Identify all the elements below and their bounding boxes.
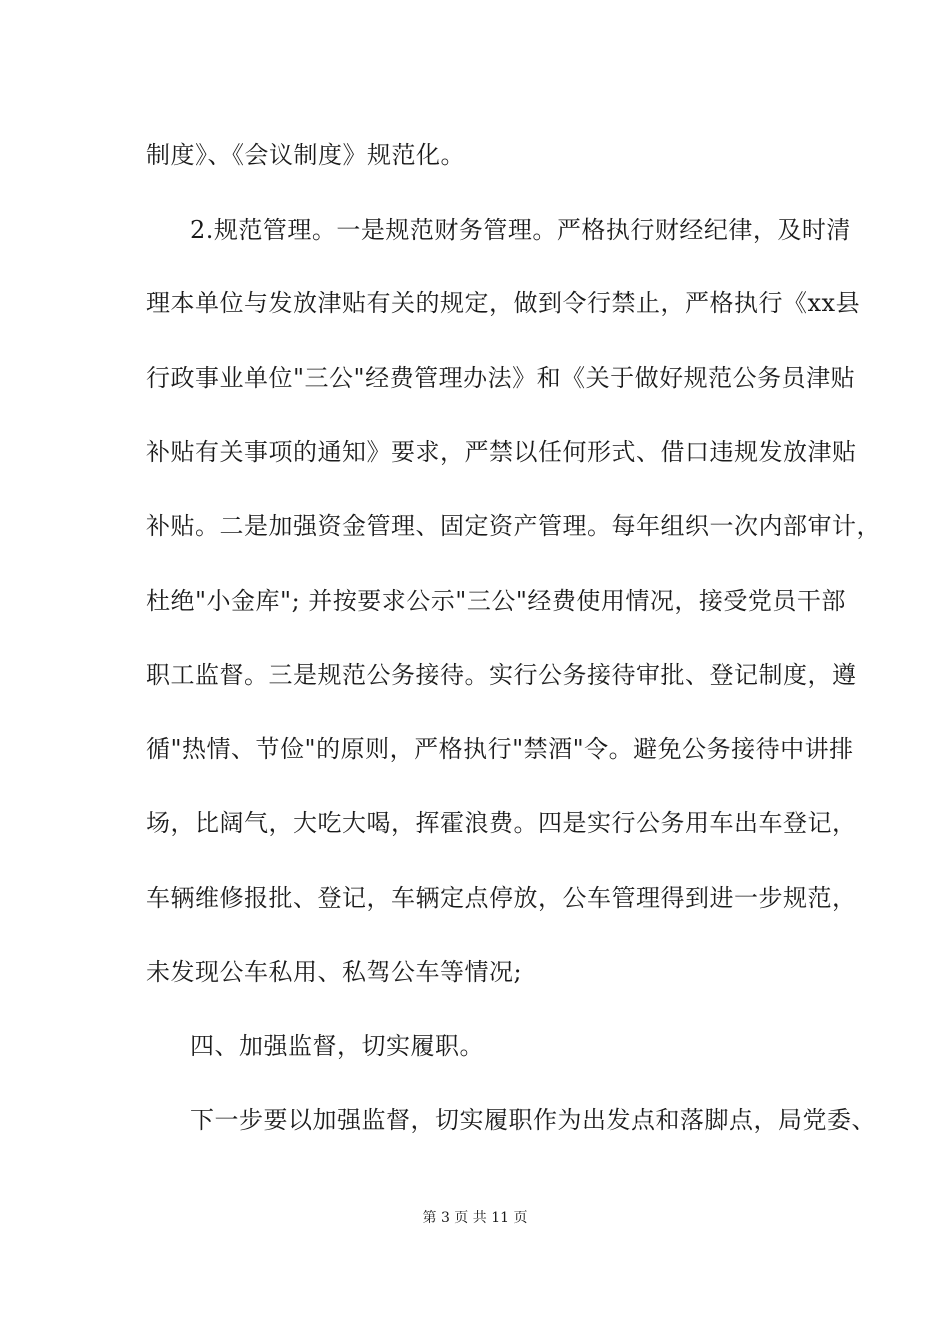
body-text-line: 职工监督。三是规范公务接待。实行公务接待审批、登记制度，遵 [146, 661, 857, 689]
body-text-line: 理本单位与发放津贴有关的规定，做到令行禁止，严格执行《xx县 [146, 289, 861, 317]
body-text-line: 制度》、《会议制度》规范化。 [146, 141, 465, 169]
body-text-line: 行政事业单位"三公"经费管理办法》和《关于做好规范公务员津贴 [146, 364, 856, 392]
body-text-line: 杜绝"小金库"; 并按要求公示"三公"经费使用情况，接受党员干部 [146, 587, 846, 615]
page-number-footer: 第 3 页 共 11 页 [422, 1210, 528, 1226]
section-heading: 四、加强监督，切实履职。 [190, 1032, 484, 1060]
body-text-line: 车辆维修报批、登记，车辆定点停放，公车管理得到进一步规范， [146, 884, 857, 912]
body-text-line: 循"热情、节俭"的原则，严格执行"禁酒"令。避免公务接待中讲排 [146, 735, 854, 763]
body-text-line: 补贴有关事项的通知》要求，严禁以任何形式、借口违规发放津贴 [146, 438, 857, 466]
body-text-line: 场，比阔气，大吃大喝，挥霍浪费。四是实行公务用车出车登记， [146, 809, 857, 837]
body-text-line: 下一步要以加强监督，切实履职作为出发点和落脚点，局党委、 [190, 1106, 876, 1134]
body-text-line: 补贴。二是加强资金管理、固定资产管理。每年组织一次内部审计， [146, 512, 881, 540]
body-text-line: 未发现公车私用、私驾公车等情况; [146, 958, 523, 986]
paragraph-heading-line: 2.规范管理。一是规范财务管理。严格执行财经纪律，及时清 [190, 216, 851, 244]
